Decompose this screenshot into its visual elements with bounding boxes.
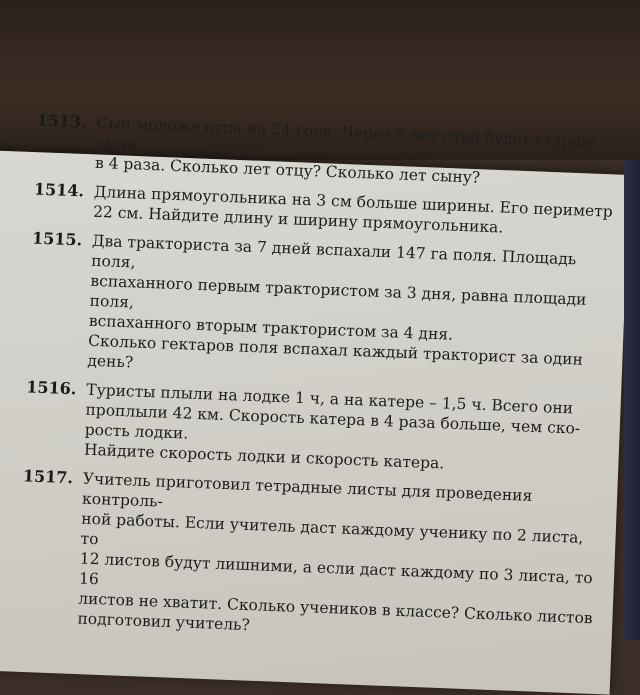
problem-text: Сын моложе отца на 24 года. Через 5 лет отец будет старше сына в 4 раза. Сколько лет отцу? Сколько лет сыну? — [94, 113, 596, 187]
problem-number: 1514. — [33, 179, 85, 201]
problem-list — [2, 110, 622, 658]
problem-text: Туристы плыли на лодке 1 ч, а на катере – 1,5 ч. Всего они проплыли 42 км. Скорость катера в 4 раза больше, чем ско- рость лодки. Найдите скорость лодки и скорость катера. — [83, 380, 581, 473]
problem-text: Длина прямоугольника на 3 см больше ширины. Его периметр 22 см. Найдите длину и ширину прямоугольника. — [92, 182, 614, 237]
book-cover-edge — [624, 160, 640, 640]
problem-1516 — [9, 377, 612, 480]
problem-text: Учитель приготовил тетрадные листы для проведения контроль- ной работы. Если учитель даст каждому ученику по 2 листа, то 12 листов будут лишними, а если даст каждому по 3 листа, то 16 листов не хватит. Сколько учеников в классе? Сколько листов подготовил учитель? — [77, 469, 594, 635]
problem-number: 1513. — [36, 110, 88, 132]
problem-1517 — [2, 466, 608, 649]
problem-number: 1515. — [31, 228, 83, 250]
problem-number: 1517. — [22, 466, 74, 488]
problem-text: Два тракториста за 7 дней вспахали 147 га поля. Площадь поля, вспаханного первым трактористом за 3 дня, равна площади поля, вспаханного вторым трактористом за 4 дня. Сколько гектаров поля вспахал каждый тракторист за один день? — [87, 231, 587, 372]
problem-number: 1516. — [26, 377, 77, 399]
problem-1515 — [12, 228, 617, 391]
